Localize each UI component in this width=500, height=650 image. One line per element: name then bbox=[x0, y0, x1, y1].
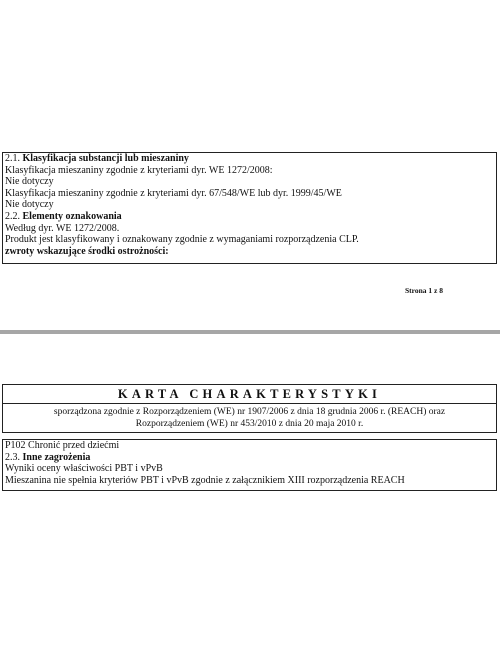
classification-result-1272: Nie dotyczy bbox=[5, 176, 54, 188]
section-2-2-heading bbox=[3, 211, 496, 223]
page-number: Strona 1 z 8 bbox=[405, 286, 443, 295]
classification-section-box bbox=[2, 152, 497, 264]
section-2-1-title: Klasyfikacja substancji lub mieszaniny bbox=[22, 153, 189, 164]
pbt-assessment-line: Wyniki oceny właściwości PBT i vPvB bbox=[5, 463, 163, 475]
section-2-3-heading bbox=[3, 452, 496, 464]
precautionary-statements-heading bbox=[3, 246, 496, 258]
section-2-1-heading bbox=[3, 153, 496, 165]
classification-line-1272: Klasyfikacja mieszaniny zgodnie z kryteriami dyr. WE 1272/2008: bbox=[5, 164, 273, 176]
subtitle-line-1: sporządzona zgodnie z Rozporządzeniem (WE) nr 1907/2006 z dnia 18 grudnia 2006 r. (REACH) oraz bbox=[53, 407, 446, 417]
section-2-1-number: 2.1. bbox=[5, 153, 20, 164]
page-separator bbox=[0, 330, 500, 334]
other-hazards-section-box bbox=[2, 439, 497, 491]
section-2-3-title: Inne zagrożenia bbox=[22, 451, 91, 463]
labelling-clp-line: Produkt jest klasyfikowany i oznakowany zgodnie z wymaganiami rozporządzenia CLP. bbox=[5, 234, 359, 246]
document-title: KARTA CHARAKTERYSTYKI bbox=[2, 384, 497, 404]
classification-result-67-548: Nie dotyczy bbox=[5, 199, 54, 211]
precautionary-statements-label: zwroty wskazujące środki ostrożności: bbox=[5, 245, 169, 257]
section-2-2-number: 2.2. bbox=[5, 210, 20, 222]
document-subtitle bbox=[2, 404, 497, 433]
section-2-3-number: 2.3. bbox=[5, 451, 20, 463]
labelling-regulation-line: Według dyr. WE 1272/2008. bbox=[5, 222, 120, 234]
precaution-p102: P102 Chronić przed dziećmi bbox=[5, 440, 120, 451]
pbt-result-line: Mieszanina nie spełnia kryteriów PBT i vPvB zgodnie z załącznikiem XIII rozporządzenia REACH bbox=[5, 474, 405, 486]
classification-line-67-548: Klasyfikacja mieszaniny zgodnie z kryteriami dyr. 67/548/WE lub dyr. 1999/45/WE bbox=[5, 187, 342, 199]
section-2-2-title: Elementy oznakowania bbox=[22, 210, 122, 222]
subtitle-line-2: Rozporządzeniem (WE) nr 453/2010 z dnia 20 maja 2010 r. bbox=[135, 419, 364, 429]
